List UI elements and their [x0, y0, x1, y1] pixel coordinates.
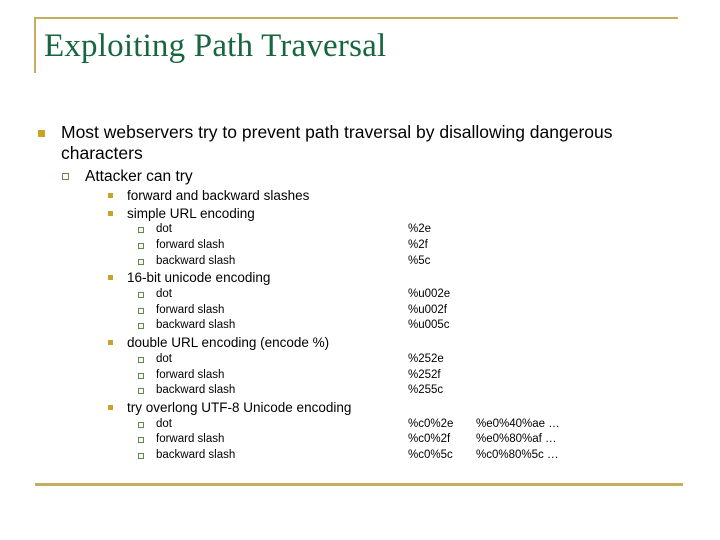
square-bullet-icon — [38, 130, 45, 137]
encoding-term: backward slash — [156, 384, 236, 397]
technique-label: double URL encoding (encode %) — [127, 335, 330, 351]
encoding-value-secondary: %e0%80%af … — [476, 433, 557, 446]
main-bullet-text: Most webservers try to prevent path traversal by disallowing dangerous characters — [61, 122, 613, 163]
technique-item — [108, 269, 720, 287]
encoding-value-primary: %u002e — [408, 287, 451, 300]
encoding-row — [138, 432, 720, 448]
encoding-value-primary: %2e — [408, 223, 432, 235]
encoding-term: dot — [156, 287, 172, 300]
square-bullet-icon — [108, 405, 113, 410]
page-title: Exploiting Path Traversal — [44, 28, 387, 64]
title-left-rule — [34, 17, 36, 73]
encoding-term: dot — [156, 223, 172, 235]
technique-item — [108, 334, 720, 352]
hollow-square-bullet-icon — [138, 453, 144, 459]
sub-bullet-item — [62, 167, 720, 186]
square-bullet-icon — [108, 193, 113, 198]
encoding-term: forward slash — [156, 433, 225, 446]
encoding-row — [138, 368, 720, 384]
technique-label: forward and backward slashes — [127, 188, 310, 203]
encoding-row — [138, 287, 720, 303]
encoding-value-primary: %c0%2f — [408, 433, 451, 446]
encoding-value-primary: %c0%2e — [408, 417, 454, 430]
hollow-square-bullet-icon — [62, 173, 69, 180]
hollow-square-bullet-icon — [138, 373, 144, 379]
encoding-value-primary: %5c — [408, 254, 431, 267]
encoding-row — [138, 238, 720, 254]
encoding-row — [138, 383, 720, 399]
encoding-value-primary: %c0%5c — [408, 449, 453, 462]
encoding-row — [138, 254, 720, 270]
encoding-row — [138, 303, 720, 319]
square-bullet-icon — [108, 211, 113, 216]
hollow-square-bullet-icon — [138, 422, 144, 428]
encoding-value-primary: %252f — [408, 368, 441, 381]
hollow-square-bullet-icon — [138, 388, 144, 394]
technique-item — [108, 205, 720, 223]
square-bullet-icon — [108, 340, 113, 345]
hollow-square-bullet-icon — [138, 357, 144, 363]
encoding-row — [138, 222, 720, 238]
encoding-row — [138, 352, 720, 368]
slide-body — [0, 122, 720, 464]
hollow-square-bullet-icon — [138, 308, 144, 314]
footer-rule — [35, 483, 683, 486]
encoding-value-primary: %u005c — [408, 319, 450, 332]
encoding-value-primary: %255c — [408, 384, 444, 397]
encoding-term: backward slash — [156, 254, 236, 267]
encoding-row — [138, 318, 720, 334]
technique-item — [108, 399, 720, 417]
hollow-square-bullet-icon — [138, 292, 144, 298]
encoding-term: forward slash — [156, 368, 225, 381]
hollow-square-bullet-icon — [138, 259, 144, 265]
encoding-term: dot — [156, 352, 172, 365]
title-top-rule — [34, 17, 678, 19]
encoding-value-primary: %u002f — [408, 303, 448, 316]
encoding-term: backward slash — [156, 319, 236, 332]
hollow-square-bullet-icon — [138, 323, 144, 329]
encoding-value-primary: %2f — [408, 238, 428, 251]
technique-label: 16-bit unicode encoding — [127, 270, 271, 286]
technique-item — [108, 187, 720, 205]
encoding-row — [138, 448, 720, 464]
hollow-square-bullet-icon — [138, 243, 144, 249]
encoding-value-secondary: %e0%40%ae … — [476, 417, 560, 430]
hollow-square-bullet-icon — [138, 437, 144, 443]
encoding-term: forward slash — [156, 303, 225, 316]
encoding-value-primary: %252e — [408, 352, 444, 365]
encoding-row — [138, 417, 720, 433]
hollow-square-bullet-icon — [138, 227, 144, 233]
encoding-term: dot — [156, 417, 172, 430]
sub-bullet-text: Attacker can try — [85, 168, 193, 185]
main-bullet-item — [38, 122, 720, 163]
technique-label: try overlong UTF-8 Unicode encoding — [127, 400, 352, 416]
encoding-term: forward slash — [156, 238, 225, 251]
technique-label: simple URL encoding — [127, 205, 255, 221]
square-bullet-icon — [108, 275, 113, 280]
encoding-value-secondary: %c0%80%5c … — [476, 449, 559, 462]
encoding-term: backward slash — [156, 449, 236, 462]
